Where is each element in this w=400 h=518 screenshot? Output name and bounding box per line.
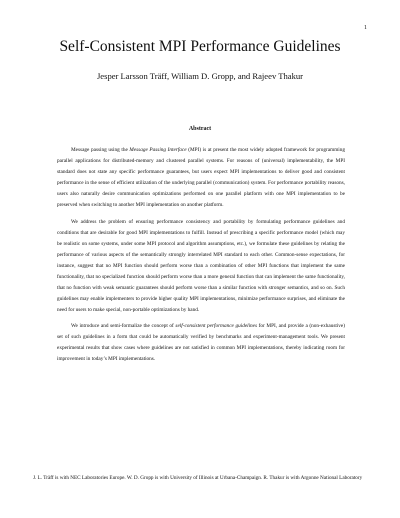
- paragraph-text: We introduce and semi-formalize the concept of: [71, 323, 176, 330]
- emphasized-term: self-consistent performance guidelines: [175, 323, 258, 330]
- abstract-paragraph-1: [57, 145, 345, 211]
- paragraph-text: (MPI) is at present the most widely adopted framework for programming parallel applications for distributed-memory and clustered parallel systems. For reasons of (universal) implementability, the MPI standard does not state any specific performance guarantees, but users expect MPI implementations to deliver good and consistent performance in the sense of efficient utilization of the underlying parallel (communication) system. For performance portability reasons, users also naturally desire communication optimizations performed on one parallel platform with one MPI implementation to be preserved when switching to another MPI implementation on another platform.: [57, 147, 345, 209]
- abstract-body: [57, 145, 345, 371]
- footnote: J. L. Träff is with NEC Laboratories Europe. W. D. Gropp is with University of Illinois at Urbana-Champaign. R. Thakur is with Argonne National Laboratory: [33, 475, 363, 481]
- page-number: 1: [364, 25, 367, 31]
- paragraph-text: Message passing using the: [71, 147, 130, 153]
- abstract-paragraph-2: [57, 217, 345, 316]
- paragraph-text: for MPI, and provide a (non-exhaustive) set of such guidelines in a form that could be automatically verified by benchmarks and experiment-management tools. We present experimental results that show cases where guidelines are not satisfied in common MPI implementations, thereby indicating room for improvement in today’s MPI implementations.: [57, 323, 345, 363]
- paper-title: Self-Consistent MPI Performance Guidelines: [59, 38, 341, 55]
- abstract-heading: Abstract: [188, 126, 212, 132]
- paragraph-text: We address the problem of ensuring performance consistency and portability by formulating performance guidelines and conditions that are desirable for good MPI implementations to fulfill. Instead of prescribing a specific performance model (which may be realistic on some systems, under some MPI protocol and algorithm assumptions, etc.), we formulate these guidelines by relating the performance of various aspects of the semantically strongly interrelated MPI standard to each other. Common-sense expectations, for instance, suggest that no MPI function should perform worse than a combination of other MPI functions that implement the same functionality, that no specialized function should perform worse than a more general function that can implement the same functionality, that no function with weak semantic guarantees should perform worse than a similar function with stronger semantics, and so on. Such guidelines may enable implementers to provide higher quality MPI implementations, minimize performance surprises, and eliminate the need for users to make special, non-portable optimizations by hand.: [57, 218, 345, 313]
- abstract-paragraph-3: [57, 321, 345, 365]
- authors: Jesper Larsson Träff, William D. Gropp, and Rajeev Thakur: [96, 71, 304, 81]
- emphasized-term: Message Passing Interface: [129, 147, 187, 153]
